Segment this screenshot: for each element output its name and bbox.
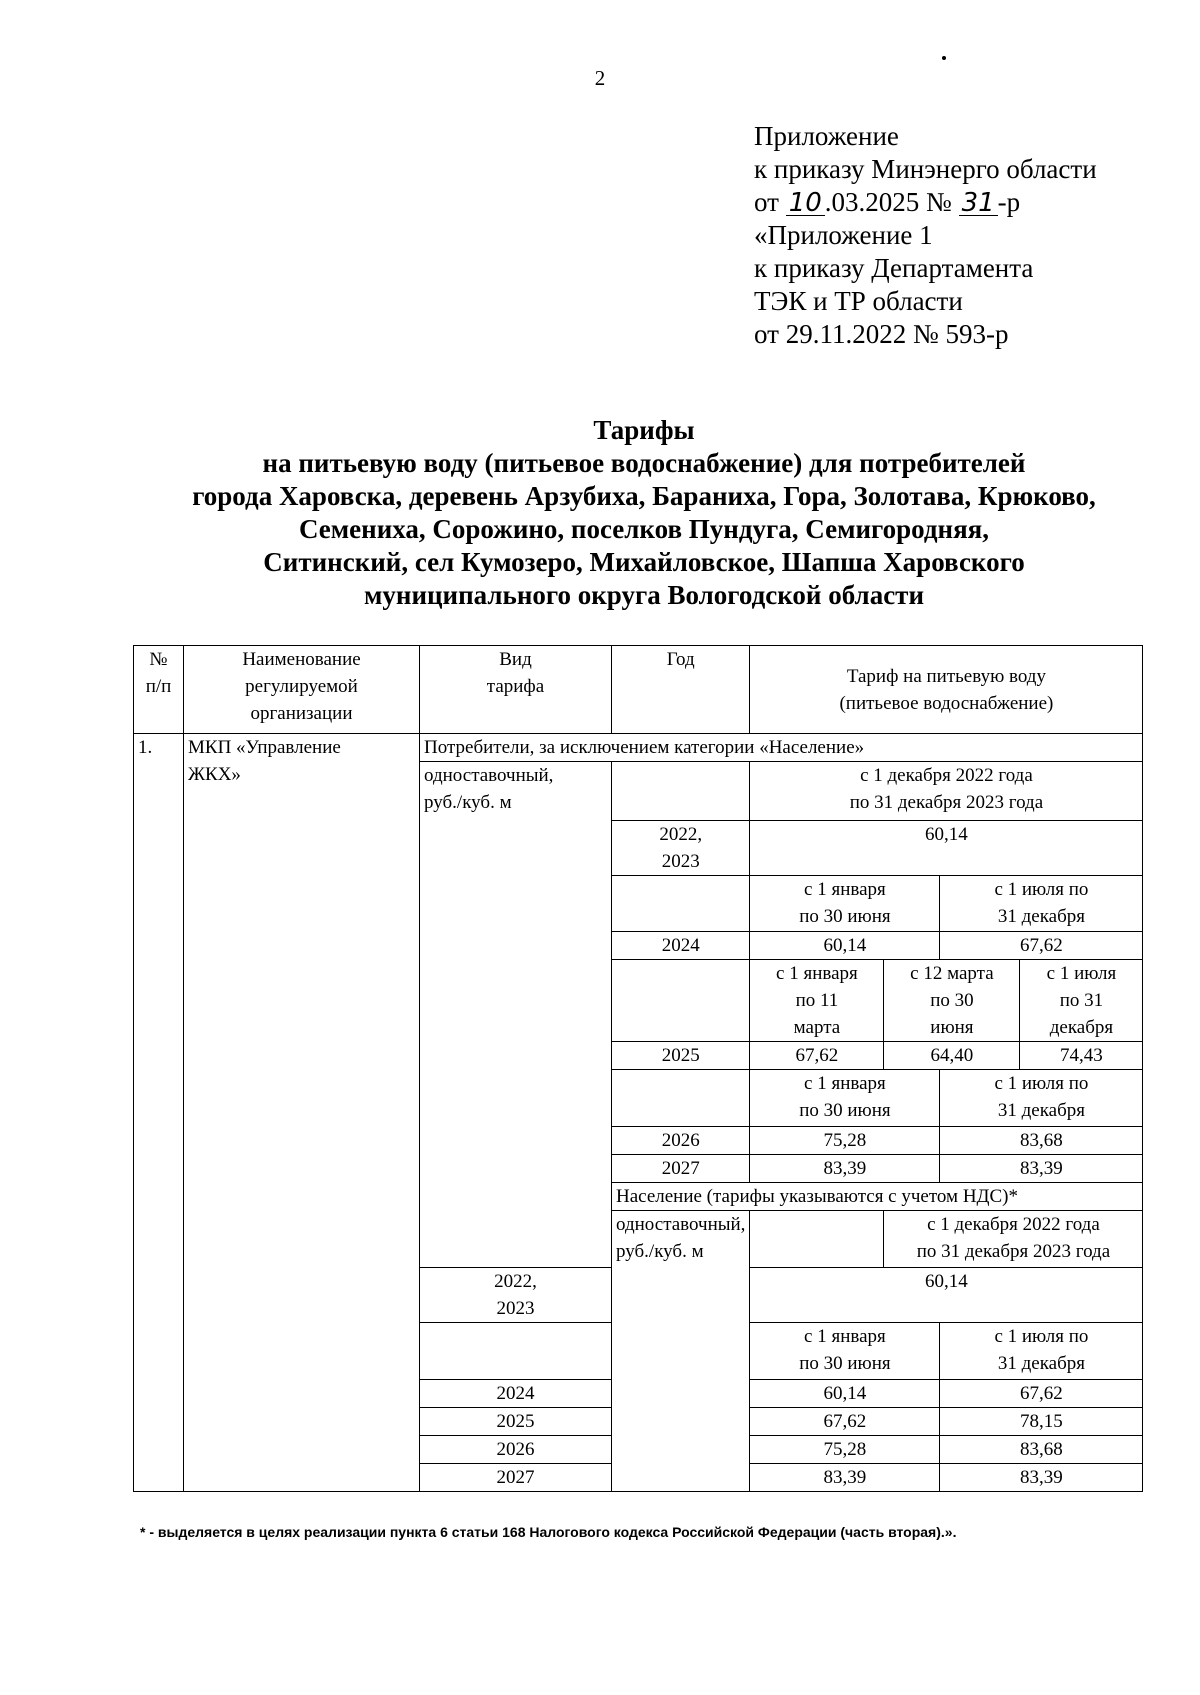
organization-name: МКП «Управление ЖКХ» (184, 734, 420, 1492)
s1-empty-year-2 (612, 876, 750, 932)
appendix-line-1: Приложение (754, 121, 899, 151)
appendix-line-7: от 29.11.2022 № 593-р (754, 319, 1009, 349)
s1-period-2025-1: с 1 января по 11 марта (750, 960, 884, 1042)
appendix-number-suffix: -р (997, 187, 1021, 217)
title-line-1: Тарифы (593, 415, 695, 445)
s1-period-h2-b: с 1 июля по 31 декабря (940, 1070, 1143, 1127)
s1-period-h1: с 1 января по 30 июня (750, 876, 940, 932)
row-number: 1. (134, 734, 184, 1492)
s2-value-2024-h2: 67,62 (940, 1380, 1143, 1408)
s1-year-2025: 2025 (612, 1042, 750, 1070)
title-line-2: на питьевую воду (питьевое водоснабжение) для потребителей (262, 448, 1026, 478)
header-year: Год (612, 646, 750, 734)
s2-year-2027: 2027 (420, 1464, 612, 1492)
s1-value-2024-h1: 60,14 (750, 932, 940, 960)
s2-period-h1: с 1 января по 30 июня (750, 1323, 940, 1380)
s2-value-2027-h2: 83,39 (940, 1464, 1143, 1492)
appendix-date-prefix: от (754, 187, 779, 217)
header-row (134, 646, 1143, 734)
section2-label: Население (тарифы указываются с учетом НДС)* (612, 1183, 1143, 1211)
s1-empty-year-3 (612, 960, 750, 1042)
s1-empty-year-4 (612, 1070, 750, 1127)
title-line-3: города Харовска, деревень Арзубиха, Бараниха, Гора, Золотава, Крюково, (192, 481, 1096, 511)
s1-period-2025-3: с 1 июля по 31 декабря (1020, 960, 1143, 1042)
s1-empty-year-1 (612, 762, 750, 821)
appendix-line-5: к приказу Департамента (754, 253, 1034, 283)
s1-value-2025-1: 67,62 (750, 1042, 884, 1070)
footnote: * - выделяется в целях реализации пункта 6 статьи 168 Налогового кодекса Российской Федерации (часть вторая).». (140, 1524, 957, 1540)
appendix-block (754, 120, 1097, 351)
header-num: № п/п (134, 646, 184, 734)
s2-value-2025-h2: 78,15 (940, 1408, 1143, 1436)
appendix-date-rest: .03.2025 № (824, 187, 952, 217)
s2-tariff-kind: одноставочный, руб./куб. м (612, 1211, 750, 1492)
s2-value-2026-h2: 83,68 (940, 1436, 1143, 1464)
s2-value-2022-2023: 60,14 (750, 1268, 1143, 1323)
header-kind: Вид тарифа (420, 646, 612, 734)
header-org: Наименование регулируемой организации (184, 646, 420, 734)
s1-tariff-kind: одноставочный, руб./куб. м (420, 762, 612, 1268)
s1-year-2024: 2024 (612, 932, 750, 960)
s2-value-2027-h1: 83,39 (750, 1464, 940, 1492)
document-title (0, 414, 1200, 612)
page-number: 2 (594, 66, 606, 90)
title-line-5: Ситинский, сел Кумозеро, Михайловское, Шапша Харовского (263, 547, 1025, 577)
s1-value-2026-h1: 75,28 (750, 1127, 940, 1155)
s2-value-2025-h1: 67,62 (750, 1408, 940, 1436)
s2-period-h2: с 1 июля по 31 декабря (940, 1323, 1143, 1380)
s2-year-2025: 2025 (420, 1408, 612, 1436)
s2-empty-year-2 (420, 1323, 612, 1380)
s1-period-2025-2: с 12 марта по 30 июня (884, 960, 1020, 1042)
s1-period-h2: с 1 июля по 31 декабря (940, 876, 1143, 932)
s1-value-2025-3: 74,43 (1020, 1042, 1143, 1070)
s1-value-2025-2: 64,40 (884, 1042, 1020, 1070)
s2-value-2024-h1: 60,14 (750, 1380, 940, 1408)
appendix-line-4: «Приложение 1 (754, 220, 933, 250)
appendix-line-2: к приказу Минэнерго области (754, 154, 1097, 184)
title-line-6: муниципального округа Вологодской области (364, 580, 924, 610)
s1-period-2022-2023: с 1 декабря 2022 года по 31 декабря 2023 года (750, 762, 1143, 821)
s1-year-2027: 2027 (612, 1155, 750, 1183)
s1-value-2026-h2: 83,68 (940, 1127, 1143, 1155)
s1-year-2026: 2026 (612, 1127, 750, 1155)
s2-period-2022-2023: с 1 декабря 2022 года по 31 декабря 2023 года (884, 1211, 1143, 1268)
s2-value-2026-h1: 75,28 (750, 1436, 940, 1464)
handwritten-number: 31 (959, 191, 998, 216)
appendix-line-6: ТЭК и ТР области (754, 286, 963, 316)
stray-dot (942, 56, 946, 60)
s1-value-2027-h1: 83,39 (750, 1155, 940, 1183)
section1-label-row (134, 734, 1143, 762)
s1-value-2022-2023: 60,14 (750, 821, 1143, 876)
appendix-date-line (754, 186, 1097, 219)
s2-year-2022-2023: 2022, 2023 (420, 1268, 612, 1323)
s1-value-2027-h2: 83,39 (940, 1155, 1143, 1183)
title-line-4: Семениха, Сорожино, поселков Пундуга, Семигородняя, (298, 514, 990, 544)
s2-year-2024: 2024 (420, 1380, 612, 1408)
s2-empty-year-1 (750, 1211, 884, 1268)
s2-year-2026: 2026 (420, 1436, 612, 1464)
header-tariff: Тариф на питьевую воду (питьевое водоснабжение) (750, 646, 1143, 734)
section1-label: Потребители, за исключением категории «Население» (420, 734, 1143, 762)
s1-value-2024-h2: 67,62 (940, 932, 1143, 960)
s1-period-h1-b: с 1 января по 30 июня (750, 1070, 940, 1127)
handwritten-day: 10 (786, 191, 825, 216)
tariff-table (133, 645, 1143, 1492)
s1-year-2022-2023: 2022, 2023 (612, 821, 750, 876)
